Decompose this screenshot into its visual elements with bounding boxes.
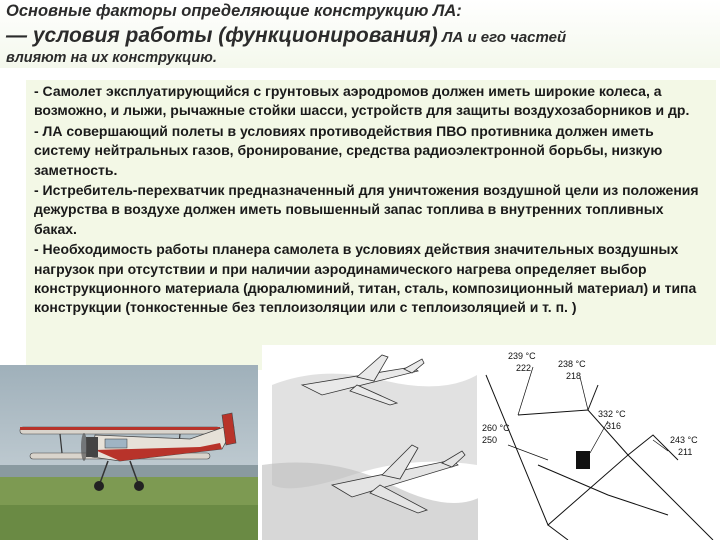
bullet-item: - Истребитель-перехватчик предназначенный для уничтожения воздушной цели из положения дежурства в воздухе должен иметь повышенный запас топлива в внутренних топливных баках. <box>34 182 699 237</box>
value-label: 218 <box>566 371 582 381</box>
temp-label: 239 °C <box>508 351 536 361</box>
temp-label: 332 °C <box>598 409 626 419</box>
temperature-diagram <box>478 345 720 540</box>
slide-subtitle <box>6 24 566 48</box>
value-label: 316 <box>606 421 622 431</box>
subtitle-main: — условия работы (функционирования) <box>6 24 438 47</box>
bullet-item: - Необходимость работы планера самолета в условиях действия значительных воздушных нагрузок при отсутствии и при наличии аэродинамического нагрева определяет выбор конструкционного материала (дюралюминий, титан, сталь, композиционный материал) и типа конструкции (тонкостенные без теплоизоляции или с теплоизоляцией и т. п. ) <box>34 241 697 316</box>
bullet-list <box>34 82 710 319</box>
subtitle-tail: ЛА и его частей <box>442 29 567 46</box>
slide-title: Основные факторы определяющие конструкцию ЛА: <box>6 2 462 20</box>
jets-sketch <box>262 345 484 540</box>
temp-label: 260 °C <box>482 423 510 433</box>
value-label: 211 <box>678 447 693 457</box>
temp-label: 243 °C <box>670 435 698 445</box>
value-label: 222 <box>516 363 532 373</box>
highlight-block <box>576 451 590 469</box>
bullet-item: - Самолет эксплуатирующийся с грунтовых аэродромов должен иметь широкие колеса, а возможно, и лыжи, рычажные стойки шасси, устройств для защиты воздухозаборников и др. <box>34 83 690 119</box>
biplane-photo <box>0 365 258 540</box>
temp-label: 238 °C <box>558 359 586 369</box>
slide-header <box>0 0 720 68</box>
value-label: 250 <box>482 435 498 445</box>
bullet-item: - ЛА совершающий полеты в условиях противодействия ПВО противника должен иметь систему нейтральных газов, бронирование, средства радиоэлектронной борьбы, низкую заметность. <box>34 122 663 178</box>
subtitle-continuation: влияют на их конструкцию. <box>6 50 217 66</box>
